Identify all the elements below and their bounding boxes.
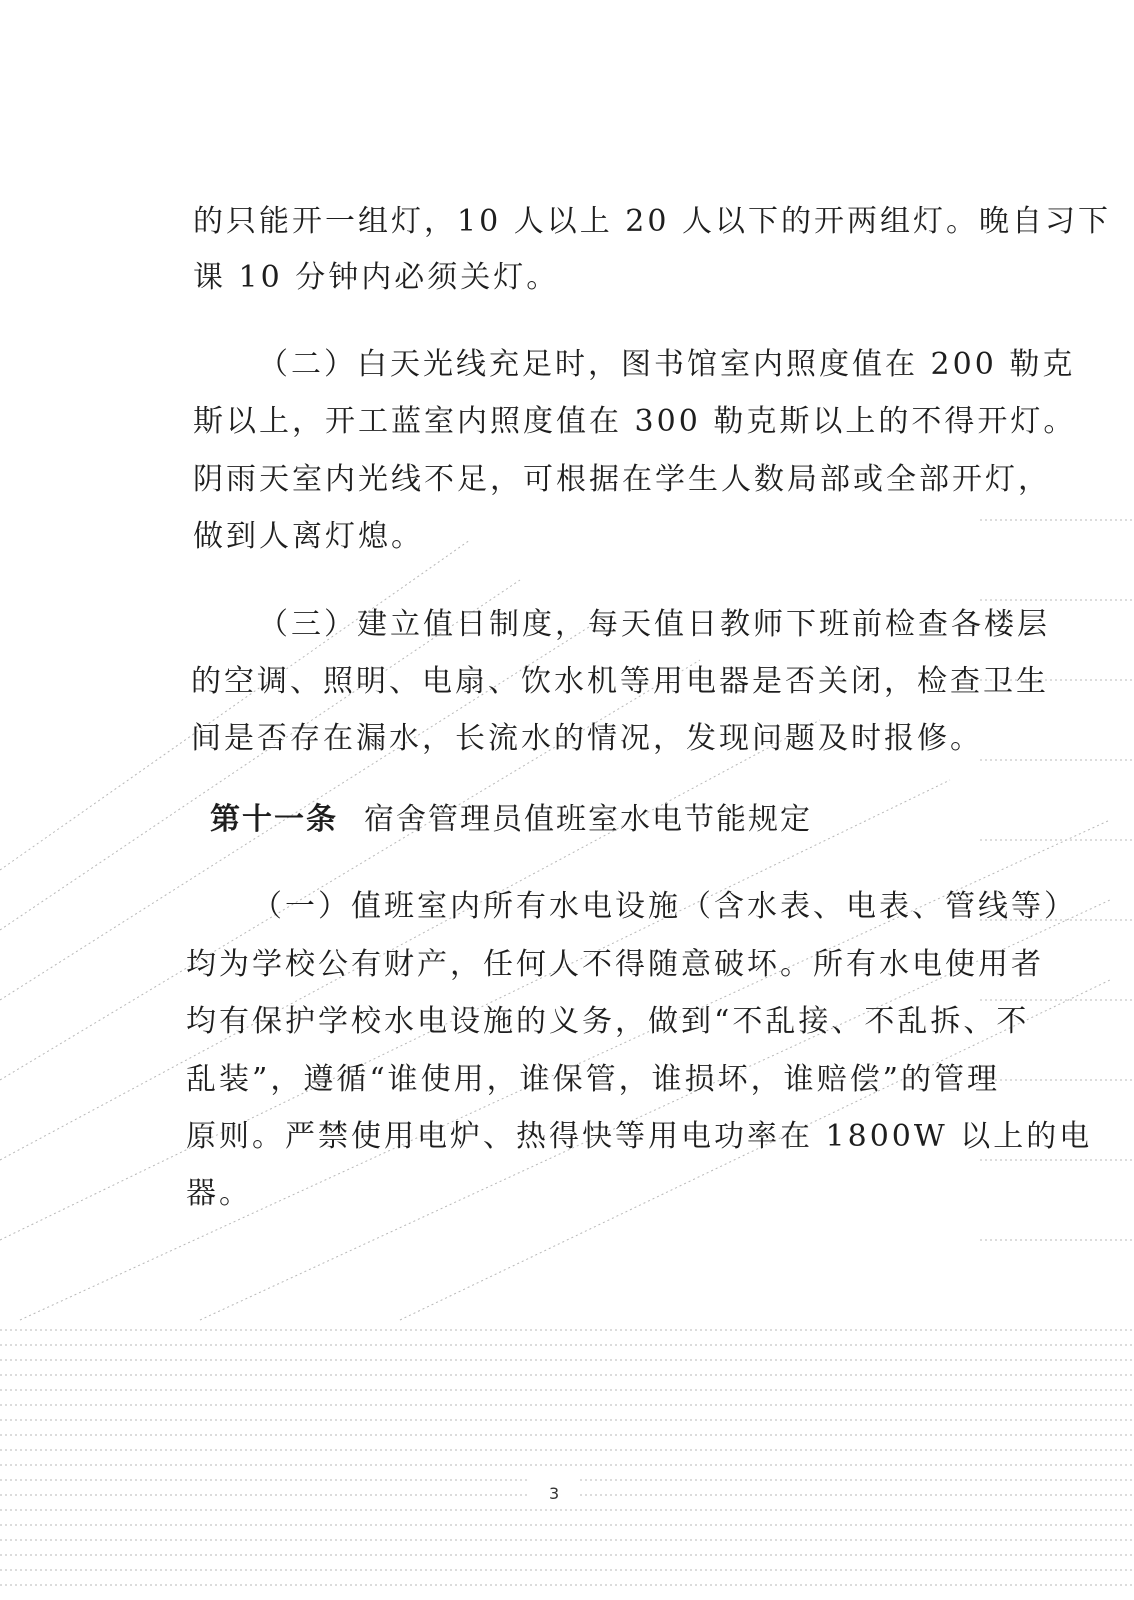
paragraph-2-line-1: （二）白天光线充足时，图书馆室内照度值在 200 勒克 — [258, 347, 1076, 382]
paragraph-2-line-2: 斯以上，开工蓝室内照度值在 300 勒克斯以上的不得开灯。 — [193, 404, 1077, 439]
paragraph-1-line-2: 课 10 分钟内必须关灯。 — [193, 260, 560, 295]
article-heading-label: 第十一条 — [210, 802, 338, 837]
paragraph-3-line-1: （三）建立值日制度，每天值日教师下班前检查各楼层 — [258, 607, 1050, 642]
article-heading — [210, 800, 1134, 840]
paragraph-1-line-1: 的只能开一组灯，10 人以上 20 人以下的开两组灯。晚自习下 — [193, 204, 1111, 239]
paragraph-4-line-5: 原则。严禁使用电炉、热得快等用电功率在 1800W 以上的电 — [186, 1119, 1093, 1154]
paragraph-2-line-3: 阴雨天室内光线不足，可根据在学生人数局部或全部开灯， — [193, 462, 1051, 497]
article-heading-title: 宿舍管理员值班室水电节能规定 — [364, 802, 812, 837]
paragraph-3-line-3: 间是否存在漏水，长流水的情况，发现问题及时报修。 — [191, 721, 983, 756]
paragraph-3-line-2: 的空调、照明、电扇、饮水机等用电器是否关闭，检查卫生 — [191, 664, 1049, 699]
page-number: 3 — [549, 1484, 560, 1503]
paragraph-2-line-4: 做到人离灯熄。 — [193, 519, 424, 554]
paragraph-4-line-6: 器。 — [186, 1176, 252, 1211]
paragraph-4-line-2: 均为学校公有财产，任何人不得随意破坏。所有水电使用者 — [186, 947, 1044, 982]
paragraph-4-line-3: 均有保护学校水电设施的义务，做到“不乱接、不乱拆、不 — [186, 1004, 1030, 1039]
paragraph-4-line-1: （一）值班室内所有水电设施（含水表、电表、管线等） — [252, 889, 1077, 924]
paragraph-4-line-4: 乱装”，遵循“谁使用，谁保管，谁损坏，谁赔偿”的管理 — [186, 1062, 1001, 1097]
